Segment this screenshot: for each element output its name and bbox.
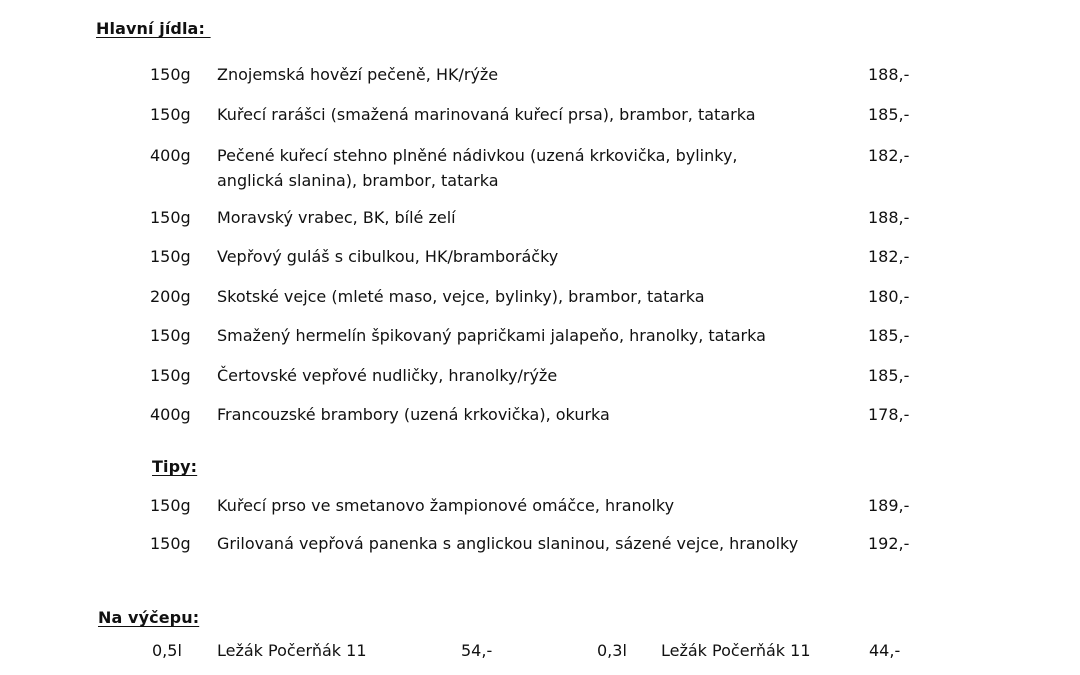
beer-price: 54,- [461, 641, 493, 660]
item-weight: 400g [150, 405, 191, 424]
item-price: 188,- [868, 65, 910, 84]
item-weight: 400g [150, 146, 191, 165]
item-name: Pečené kuřecí stehno plněné nádivkou (uzená krkovička, bylinky, anglická slanina), brambor, tatarka [217, 146, 738, 190]
item-weight: 150g [150, 534, 191, 553]
item-price: 182,- [868, 247, 910, 266]
item-name: Vepřový guláš s cibulkou, HK/bramboráčky [217, 247, 559, 266]
section-heading-tips: Tipy: [152, 457, 198, 476]
item-price: 185,- [868, 105, 910, 124]
item-weight: 200g [150, 287, 191, 306]
item-weight: 150g [150, 247, 191, 266]
item-name: Kuřecí rarášci (smažená marinovaná kuřecí prsa), brambor, tatarka [217, 105, 756, 124]
item-price: 189,- [868, 496, 910, 515]
section-heading-main-dishes: Hlavní jídla: [96, 19, 211, 38]
item-price: 178,- [868, 405, 910, 424]
item-name: Smažený hermelín špikovaný papričkami jalapeňo, hranolky, tatarka [217, 326, 766, 345]
item-name: Čertovské vepřové nudličky, hranolky/rýže [217, 366, 558, 385]
beer-volume: 0,5l [152, 641, 182, 660]
item-name: Skotské vejce (mleté maso, vejce, bylinky), brambor, tatarka [217, 287, 705, 306]
item-price: 185,- [868, 366, 910, 385]
item-price: 182,- [868, 146, 910, 165]
item-weight: 150g [150, 65, 191, 84]
item-price: 192,- [868, 534, 910, 553]
beer-name: Ležák Počerňák 11 [217, 641, 367, 660]
beer-volume: 0,3l [597, 641, 627, 660]
item-weight: 150g [150, 208, 191, 227]
item-price: 180,- [868, 287, 910, 306]
beer-name: Ležák Počerňák 11 [661, 641, 811, 660]
item-name: Kuřecí prso ve smetanovo žampionové omáčce, hranolky [217, 496, 675, 515]
beer-price: 44,- [869, 641, 901, 660]
item-name: Znojemská hovězí pečeně, HK/rýže [217, 65, 499, 84]
item-weight: 150g [150, 326, 191, 345]
item-price: 185,- [868, 326, 910, 345]
item-name: Moravský vrabec, BK, bílé zelí [217, 208, 456, 227]
item-name: Francouzské brambory (uzená krkovička), okurka [217, 405, 610, 424]
item-price: 188,- [868, 208, 910, 227]
item-name: Grilovaná vepřová panenka s anglickou slaninou, sázené vejce, hranolky [217, 534, 799, 553]
item-weight: 150g [150, 366, 191, 385]
item-weight: 150g [150, 105, 191, 124]
item-weight: 150g [150, 496, 191, 515]
section-heading-on-tap: Na výčepu: [98, 608, 200, 627]
